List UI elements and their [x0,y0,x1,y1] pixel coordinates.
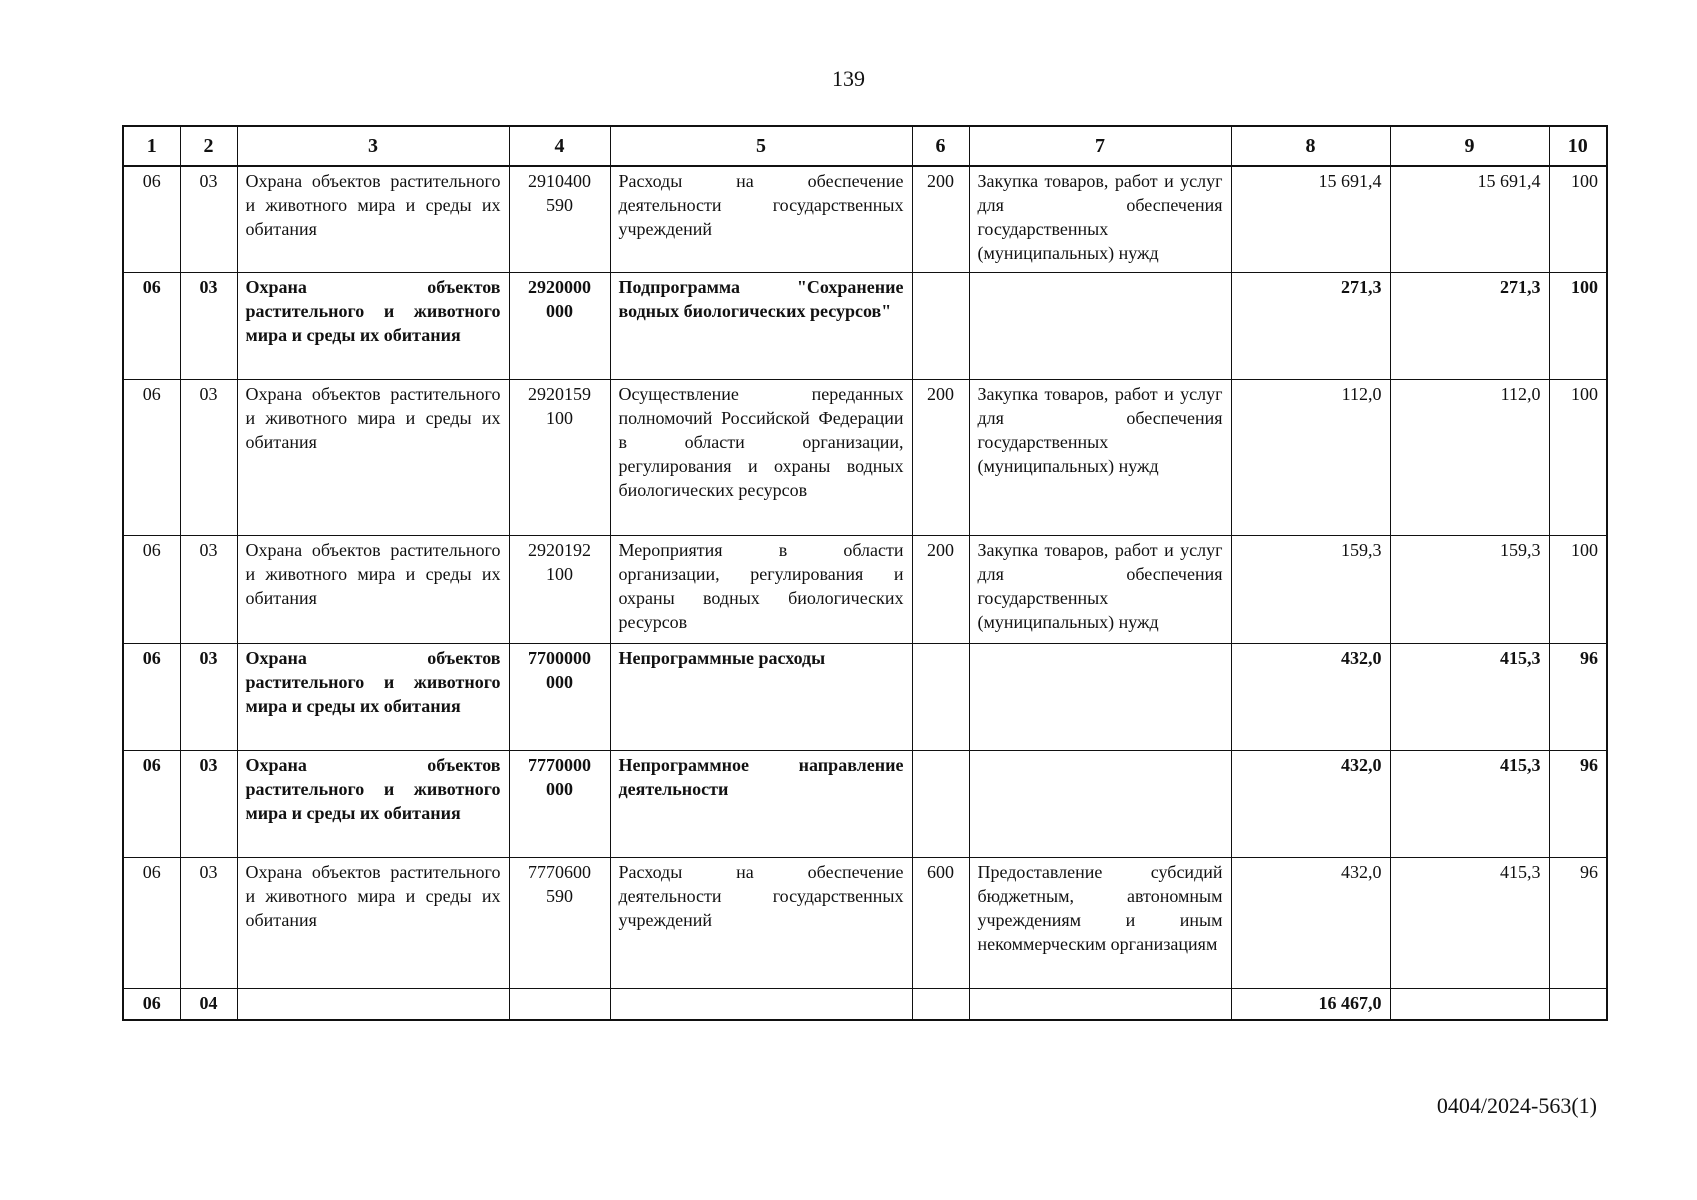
expense-type-name-cell: Предоставление субсидий бюджетным, автономным учреждениям и иным некоммерческим организациям [969,857,1231,988]
section-code-cell: 06 [123,379,180,535]
expense-type-code-cell: 200 [912,535,969,643]
table-row [123,857,1607,988]
subsection-name-cell: Охрана объектов растительного и животного мира и среды их обитания [237,857,509,988]
column-header-9: 9 [1390,126,1549,166]
table-row [123,750,1607,857]
article-name-cell: Расходы на обеспечение деятельности государственных учреждений [610,166,912,272]
section-code-cell: 06 [123,272,180,379]
target-article-part: 590 [546,195,573,215]
section-code-cell: 06 [123,988,180,1020]
budget-table [122,125,1608,1021]
planned-amount-cell: 159,3 [1231,535,1390,643]
subsection-name-cell: Охрана объектов растительного и животного мира и среды их обитания [237,535,509,643]
section-code-cell: 06 [123,535,180,643]
target-article-cell [509,988,610,1020]
column-header-4: 4 [509,126,610,166]
document-code: 0404/2024-563(1) [1436,1093,1597,1118]
planned-amount-cell: 271,3 [1231,272,1390,379]
execution-percent-cell: 96 [1549,857,1607,988]
target-article-cell [509,643,610,750]
execution-percent-cell: 100 [1549,379,1607,535]
planned-amount-cell: 432,0 [1231,750,1390,857]
subsection-name-cell: Охрана объектов растительного и животного мира и среды их обитания [237,750,509,857]
article-name-cell: Расходы на обеспечение деятельности государственных учреждений [610,857,912,988]
header-row [123,126,1607,166]
table-row [123,166,1607,272]
section-code-cell: 06 [123,166,180,272]
subsection-code-cell: 03 [180,750,237,857]
column-header-1: 1 [123,126,180,166]
subsection-code-cell: 03 [180,166,237,272]
section-code-cell: 06 [123,750,180,857]
expense-type-code-cell [912,272,969,379]
executed-amount-cell: 112,0 [1390,379,1549,535]
execution-percent-cell [1549,988,1607,1020]
expense-type-code-cell [912,643,969,750]
executed-amount-cell: 15 691,4 [1390,166,1549,272]
subsection-code-cell: 04 [180,988,237,1020]
table-row [123,272,1607,379]
executed-amount-cell: 415,3 [1390,643,1549,750]
target-article-part: 000 [546,671,573,692]
subsection-name-cell: Охрана объектов растительного и животного мира и среды их обитания [237,166,509,272]
table-row [123,988,1607,1020]
article-name-cell: Мероприятия в области организации, регулирования и охраны водных биологических ресурсов [610,535,912,643]
target-article-cell [509,272,610,379]
article-name-cell [610,988,912,1020]
expense-type-code-cell: 200 [912,166,969,272]
subsection-code-cell: 03 [180,643,237,750]
target-article-part: 7770000 [528,754,591,775]
target-article-part: 590 [546,885,573,906]
expense-type-code-cell: 600 [912,857,969,988]
planned-amount-cell: 432,0 [1231,857,1390,988]
subsection-code-cell: 03 [180,379,237,535]
planned-amount-cell: 112,0 [1231,379,1390,535]
table-row [123,379,1607,535]
table-header [123,126,1607,166]
target-article-cell [509,166,610,272]
target-article-part: 2910400 [528,171,591,191]
table-row [123,535,1607,643]
expense-type-name-cell: Закупка товаров, работ и услуг для обеспечения государственных (муниципальных) нужд [969,379,1231,535]
execution-percent-cell: 100 [1549,166,1607,272]
target-article-part: 100 [546,563,573,584]
execution-percent-cell: 100 [1549,535,1607,643]
planned-amount-cell: 432,0 [1231,643,1390,750]
subsection-name-cell: Охрана объектов растительного и животного мира и среды их обитания [237,379,509,535]
target-article-part: 7700000 [528,647,591,668]
article-name-cell: Непрограммное направление деятельности [610,750,912,857]
page-number: 139 [832,66,865,91]
executed-amount-cell: 415,3 [1390,750,1549,857]
expense-type-code-cell: 200 [912,379,969,535]
article-name-cell: Непрограммные расходы [610,643,912,750]
table-row [123,643,1607,750]
expense-type-name-cell: Закупка товаров, работ и услуг для обеспечения государственных (муниципальных) нужд [969,166,1231,272]
planned-amount-cell: 15 691,4 [1231,166,1390,272]
target-article-cell [509,857,610,988]
article-name-cell: Осуществление переданных полномочий Российской Федерации в области организации, регулирования и охраны водных биологических ресурсов [610,379,912,535]
subsection-name-cell: Охрана объектов растительного и животного мира и среды их обитания [237,272,509,379]
table-body [123,166,1607,1020]
planned-amount-cell: 16 467,0 [1231,988,1390,1020]
subsection-name-cell [237,988,509,1020]
subsection-code-cell: 03 [180,272,237,379]
column-header-10: 10 [1549,126,1607,166]
expense-type-name-cell [969,750,1231,857]
section-code-cell: 06 [123,643,180,750]
expense-type-name-cell [969,272,1231,379]
column-header-3: 3 [237,126,509,166]
expense-type-name-cell: Закупка товаров, работ и услуг для обеспечения государственных (муниципальных) нужд [969,535,1231,643]
target-article-part: 100 [546,407,573,428]
column-header-6: 6 [912,126,969,166]
column-header-2: 2 [180,126,237,166]
target-article-part: 000 [546,300,573,321]
target-article-part: 2920000 [528,276,591,297]
executed-amount-cell [1390,988,1549,1020]
column-header-5: 5 [610,126,912,166]
subsection-name-cell: Охрана объектов растительного и животного мира и среды их обитания [237,643,509,750]
execution-percent-cell: 96 [1549,643,1607,750]
expense-type-name-cell [969,643,1231,750]
target-article-part: 000 [546,778,573,799]
subsection-code-cell: 03 [180,535,237,643]
column-header-7: 7 [969,126,1231,166]
executed-amount-cell: 271,3 [1390,272,1549,379]
subsection-code-cell: 03 [180,857,237,988]
execution-percent-cell: 100 [1549,272,1607,379]
target-article-part: 2920192 [528,539,591,560]
target-article-cell [509,750,610,857]
expense-type-name-cell [969,988,1231,1020]
expense-type-code-cell [912,750,969,857]
column-header-8: 8 [1231,126,1390,166]
target-article-part: 7770600 [528,861,591,882]
expense-type-code-cell [912,988,969,1020]
target-article-part: 2920159 [528,383,591,404]
target-article-cell [509,379,610,535]
executed-amount-cell: 159,3 [1390,535,1549,643]
article-name-cell: Подпрограмма "Сохранение водных биологических ресурсов" [610,272,912,379]
executed-amount-cell: 415,3 [1390,857,1549,988]
target-article-cell [509,535,610,643]
execution-percent-cell: 96 [1549,750,1607,857]
section-code-cell: 06 [123,857,180,988]
